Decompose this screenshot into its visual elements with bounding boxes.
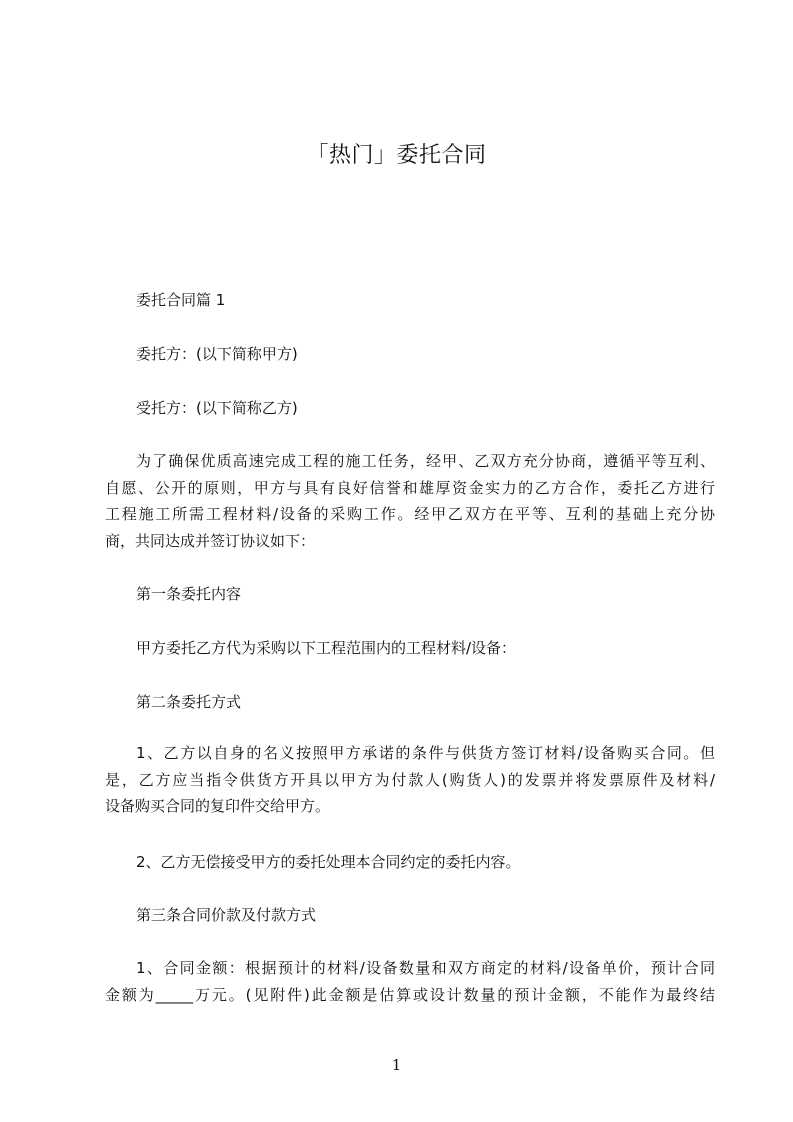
clause1-title: 第一条委托内容 — [136, 585, 242, 603]
document-title: 「热门」委托合同 — [306, 143, 487, 168]
clause2-title: 第二条委托方式 — [136, 693, 242, 711]
intro-line-2: 自愿、公开的原则，甲方与具有良好信誉和雄厚资金实力的乙方合作，委托乙方进行 — [105, 478, 715, 497]
clause2-item1-line-2: 是，乙方应当指令供货方开具以甲方为付款人(购货人)的发票并将发票原件及材料/ — [105, 770, 715, 789]
clause2-item1-paragraph — [105, 740, 715, 820]
agent-line: 受托方：(以下简称乙方) — [136, 399, 298, 417]
clause3-item1-line-1: 1、合同金额：根据预计的材料/设备数量和双方商定的材料/设备单价，预计合同 — [136, 959, 715, 977]
article-heading: 委托合同篇 1 — [136, 291, 226, 309]
intro-line-4: 商，共同达成并签订协议如下： — [105, 531, 316, 550]
clause3-item1-line-2: 金额为_____万元。(见附件)此金额是估算或设计数量的预计金额，不能作为最终结 — [105, 985, 715, 1004]
principal-line: 委托方：(以下简称甲方) — [136, 345, 298, 363]
intro-paragraph — [105, 448, 715, 554]
page-number: 1 — [391, 1056, 402, 1074]
intro-line-1: 为了确保优质高速完成工程的施工任务，经甲、乙双方充分协商，遵循平等互利、 — [136, 452, 715, 470]
clause2-item2: 2、乙方无偿接受甲方的委托处理本合同约定的委托内容。 — [136, 853, 521, 871]
clause2-item1-line-1: 1、乙方以自身的名义按照甲方承诺的条件与供货方签订材料/设备购买合同。但 — [136, 744, 715, 762]
intro-line-3: 工程施工所需工程材料/设备的采购工作。经甲乙双方在平等、互利的基础上充分协 — [105, 505, 715, 523]
clause2-item1-line-3: 设备购买合同的复印件交给甲方。 — [105, 797, 331, 815]
clause1-text: 甲方委托乙方代为采购以下工程范围内的工程材料/设备： — [136, 639, 517, 657]
clause3-item1-paragraph — [105, 955, 715, 1008]
clause3-title: 第三条合同价款及付款方式 — [136, 906, 317, 924]
